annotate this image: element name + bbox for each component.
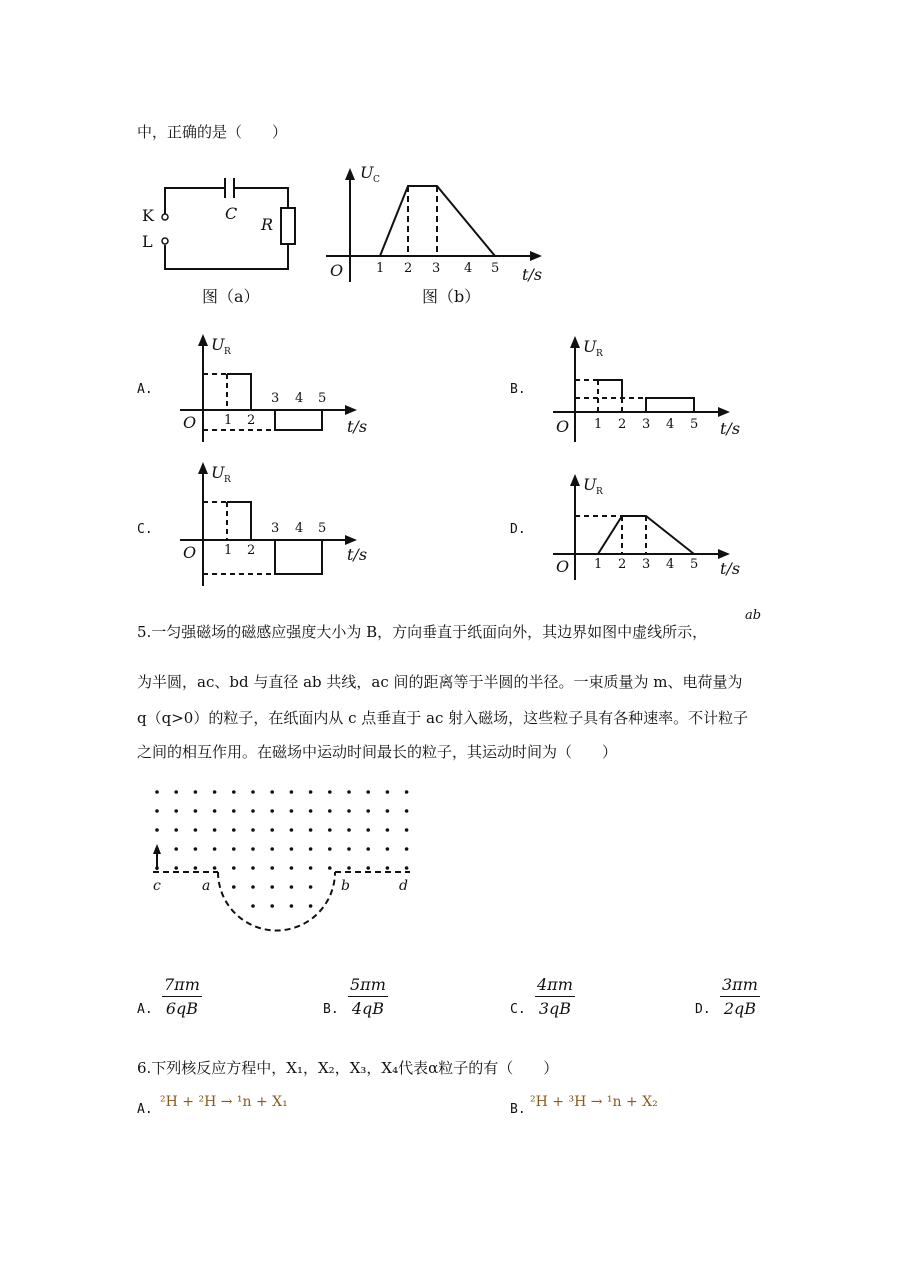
svg-text:3: 3 [271,391,280,406]
svg-text:3: 3 [642,417,651,432]
svg-text:3: 3 [642,557,651,572]
q5-option-c-label[interactable]: C. [510,1002,526,1017]
field-dot [405,809,409,813]
svg-text:R: R [596,349,603,359]
label-b: b [341,878,350,894]
svg-text:4: 4 [666,557,675,572]
field-dot [251,828,255,832]
svg-text:4: 4 [295,391,304,406]
svg-text:U: U [583,337,597,356]
svg-text:2: 2 [247,543,256,558]
svg-text:2: 2 [618,417,627,432]
field-dot [194,809,198,813]
field-dot [251,809,255,813]
field-dot [232,847,236,851]
q5-line1: 5.一匀强磁场的磁感应强度大小为 B，方向垂直于纸面向外，其边界如图中虚线所示， [137,623,708,641]
svg-text:U: U [211,335,225,354]
svg-text:2: 2 [404,261,413,276]
field-dot [328,809,332,813]
field-dot [155,790,159,794]
svg-text:5: 5 [318,521,327,536]
q5-side-mark: ab [745,608,762,623]
field-dot [232,866,236,870]
svg-text:5: 5 [690,557,699,572]
label-R: R [261,215,274,234]
field-dot [251,847,255,851]
field-dot [386,866,390,870]
field-dot [232,809,236,813]
svg-text:C: C [373,175,380,185]
q6-option-b-label[interactable]: B. [510,1102,526,1117]
graph-b [320,160,550,310]
field-dot [290,904,294,908]
field-dot [194,866,198,870]
svg-text:5: 5 [690,417,699,432]
field-dot [405,847,409,851]
svg-text:t/s: t/s [347,417,368,436]
field-dot [270,847,274,851]
field-dot [347,828,351,832]
q5-option-d-fraction[interactable]: $\frac{3\pi m}{2qB}$ [722,975,758,1018]
svg-text:R: R [224,475,231,485]
field-dot [290,809,294,813]
svg-text:1: 1 [224,543,233,558]
field-dot [270,828,274,832]
field-dot [386,809,390,813]
svg-text:1: 1 [224,413,233,428]
field-dot [213,828,217,832]
svg-text:t/s: t/s [720,419,741,438]
field-dot [309,885,313,889]
q4-option-c-graph[interactable] [175,456,375,590]
caption-b: 图（b） [422,287,481,306]
field-dot [232,885,236,889]
svg-text:1: 1 [594,417,603,432]
svg-text:4: 4 [295,521,304,536]
label-K: K [142,206,154,225]
field-dot [174,866,178,870]
svg-text:O: O [556,417,570,436]
field-dot [155,828,159,832]
field-dot [405,866,409,870]
field-dot [347,847,351,851]
svg-text:t/s: t/s [522,265,543,284]
q5-option-a-fraction[interactable]: $\frac{7\pi m}{6qB}$ [164,975,200,1018]
field-dot [328,790,332,794]
field-dot [213,866,217,870]
field-dot [386,828,390,832]
field-dot [347,866,351,870]
field-dot [213,790,217,794]
field-dot [309,847,313,851]
label-L: L [142,232,153,251]
field-dot [155,809,159,813]
field-dot [270,866,274,870]
svg-text:3: 3 [432,261,441,276]
svg-text:R: R [596,487,603,497]
svg-text:1: 1 [594,557,603,572]
field-dot [405,790,409,794]
field-dot [251,885,255,889]
field-dot [290,828,294,832]
svg-text:1: 1 [376,261,385,276]
svg-text:O: O [556,557,570,576]
field-dot [194,828,198,832]
svg-text:U: U [583,475,597,494]
svg-text:t/s: t/s [720,559,741,578]
field-dot [309,904,313,908]
q5-line2: 为半圆，ac、bd 与直径 ab 共线，ac 间的距离等于半圆的半径。一束质量为 m、电荷量为 [137,673,743,691]
field-dot [174,790,178,794]
label-c: c [153,878,161,894]
field-dot [251,790,255,794]
q4-option-b-graph[interactable] [548,332,748,450]
q4-intro: 中，正确的是（ ） [137,123,288,141]
field-dot [328,866,332,870]
q6-option-b-equation[interactable]: ²H + ³H → ¹n + X₂ [530,1094,658,1110]
field-dot [309,866,313,870]
field-dot [213,847,217,851]
q6-option-a-label[interactable]: A. [137,1102,153,1117]
field-dot [366,790,370,794]
field-dot [270,809,274,813]
field-dot [213,809,217,813]
q4-option-b-label[interactable]: B. [510,382,526,397]
svg-text:U: U [211,463,225,482]
q5-line3: q（q>0）的粒子，在纸面内从 c 点垂直于 ac 射入磁场，这些粒子具有各种速率。不计粒子 [137,709,749,727]
svg-text:2: 2 [247,413,256,428]
field-dot [290,847,294,851]
field-dot [405,828,409,832]
field-dot [174,847,178,851]
label-C: C [225,204,238,223]
field-dot [251,904,255,908]
field-dot [194,847,198,851]
svg-text:U: U [360,163,374,182]
field-dot [290,885,294,889]
q4-option-d-label[interactable]: D. [510,522,526,537]
field-dot [328,828,332,832]
q4-option-a-graph[interactable] [175,330,375,450]
field-dot [347,809,351,813]
field-dot [309,809,313,813]
label-a: a [202,878,211,894]
svg-text:3: 3 [271,521,280,536]
svg-text:O: O [183,543,197,562]
q5-option-b-label[interactable]: B. [323,1002,339,1017]
svg-text:O: O [183,413,197,432]
field-dot [309,790,313,794]
field-dot [366,828,370,832]
caption-a: 图（a） [202,287,260,306]
svg-text:4: 4 [666,417,675,432]
field-dot [270,885,274,889]
field-dot [194,790,198,794]
svg-text:t/s: t/s [347,545,368,564]
svg-text:5: 5 [491,261,500,276]
q5-option-b-fraction[interactable]: $\frac{5\pi m}{4qB}$ [350,975,386,1018]
circuit-diagram [130,170,305,310]
field-dot [270,904,274,908]
q5-option-c-fraction[interactable]: $\frac{4\pi m}{3qB}$ [537,975,573,1018]
svg-text:4: 4 [464,261,473,276]
q4-option-d-graph[interactable] [548,470,748,588]
field-dot [232,790,236,794]
field-dot [174,809,178,813]
svg-text:2: 2 [618,557,627,572]
q6-stem: 6.下列核反应方程中，X₁，X₂，X₃，X₄代表α粒子的有（ ） [137,1059,559,1077]
q5-line4: 之间的相互作用。在磁场中运动时间最长的粒子，其运动时间为（ ） [137,743,618,761]
svg-text:R: R [224,347,231,357]
q6-option-a-equation[interactable]: ²H + ²H → ¹n + X₁ [160,1094,288,1110]
label-d: d [399,878,408,894]
field-dot [270,790,274,794]
field-dot [386,847,390,851]
field-dot [366,866,370,870]
field-dot [232,828,236,832]
field-dot [309,828,313,832]
svg-text:5: 5 [318,391,327,406]
magnetic-field-figure [145,782,420,942]
field-dot [290,866,294,870]
q5-option-a-label[interactable]: A. [137,1002,153,1017]
q5-option-d-label[interactable]: D. [695,1002,711,1017]
field-dot [251,866,255,870]
field-dot [328,847,332,851]
field-dot [366,847,370,851]
field-dot [386,790,390,794]
svg-text:O: O [330,261,344,280]
field-dot [174,828,178,832]
q4-option-a-label[interactable]: A. [137,382,153,397]
q4-option-c-label[interactable]: C. [137,522,153,537]
field-dot [290,790,294,794]
field-dot [366,809,370,813]
field-dot [347,790,351,794]
